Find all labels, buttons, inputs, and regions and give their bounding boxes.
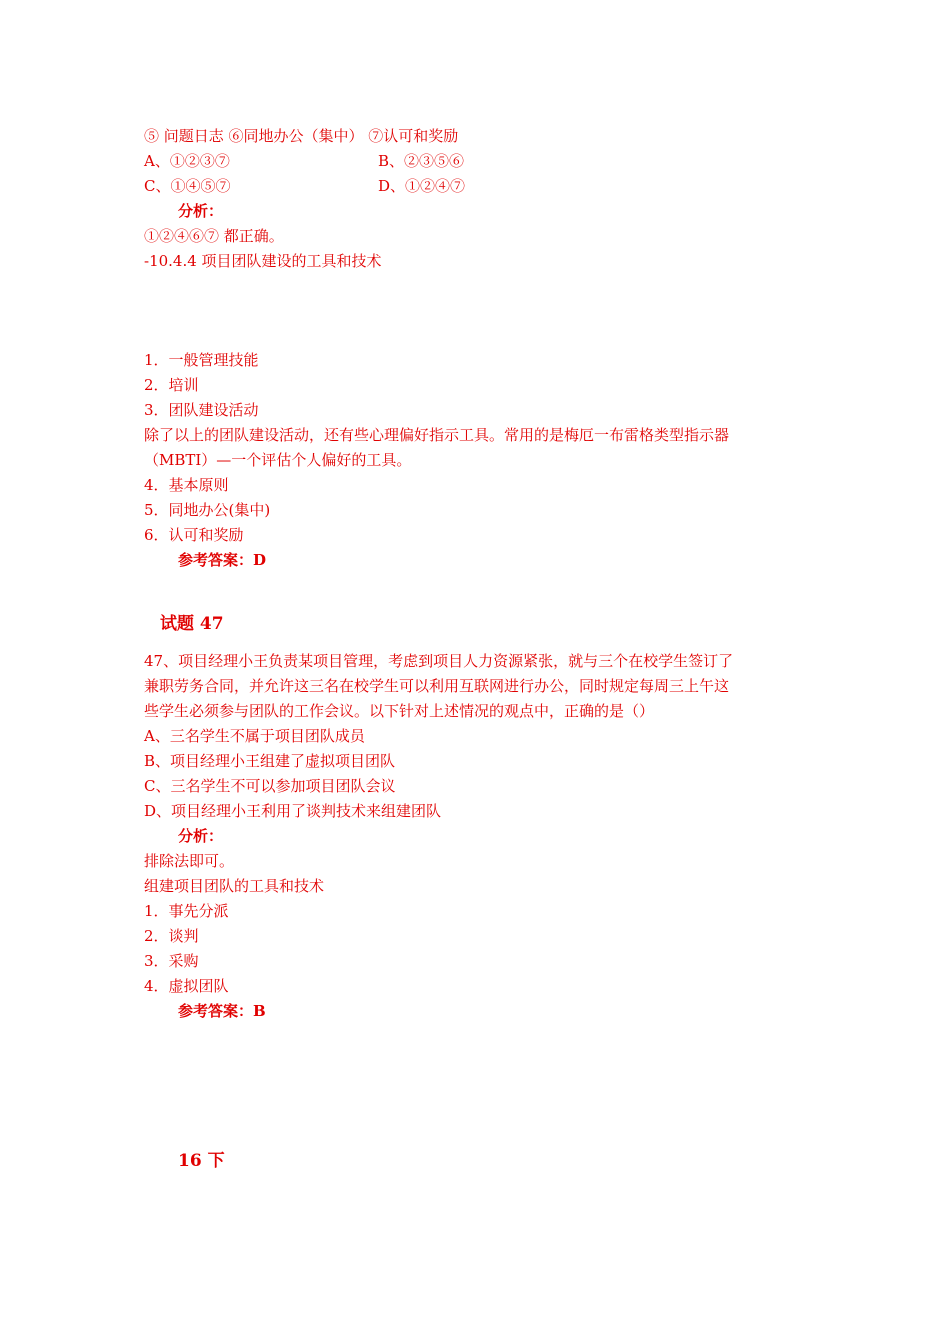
q46-list-item: 2．培训 bbox=[144, 376, 199, 394]
q47-analysis-line: 组建项目团队的工具和技术 bbox=[144, 877, 325, 895]
q46-list-item: （MBTI）—一个评估个人偏好的工具。 bbox=[144, 451, 412, 469]
q47-option-c: C、三名学生不可以参加项目团队会议 bbox=[144, 777, 396, 795]
q46-list-item: 6．认可和奖励 bbox=[144, 526, 244, 544]
q46-list-item: 1．一般管理技能 bbox=[144, 351, 259, 369]
q46-list-item: 5．同地办公(集中) bbox=[144, 501, 271, 519]
q46-option-d: D、①②④⑦ bbox=[378, 177, 466, 195]
q47-question-line: 些学生必须参与团队的工作会议。以下针对上述情况的观点中，正确的是（） bbox=[144, 702, 655, 720]
q46-section-ref: -10.4.4 项目团队建设的工具和技术 bbox=[144, 252, 382, 270]
q47-analysis-line: 2．谈判 bbox=[144, 927, 199, 945]
q46-option-c: C、①④⑤⑦ bbox=[144, 177, 231, 195]
q46-analysis-label: 分析： bbox=[178, 202, 224, 220]
q46-option-b: B、②③⑤⑥ bbox=[378, 152, 465, 170]
q47-question-line: 兼职劳务合同，并允许这三名在校学生可以利用互联网进行办公，同时规定每周三上午这 bbox=[144, 677, 730, 695]
q47-analysis-line: 排除法即可。 bbox=[144, 852, 235, 870]
q47-option-a: A、三名学生不属于项目团队成员 bbox=[144, 727, 365, 745]
q46-analysis-text: ①②④⑥⑦ 都正确。 bbox=[144, 227, 284, 245]
q47-question-line: 47、项目经理小王负责某项目管理，考虑到项目人力资源紧张，就与三个在校学生签订了 bbox=[144, 652, 734, 670]
section-heading-16-xia: 16 下 bbox=[178, 1151, 225, 1171]
q46-list-item: 3．团队建设活动 bbox=[144, 401, 259, 419]
q47-analysis-label: 分析： bbox=[178, 827, 224, 845]
q47-answer: 参考答案：B bbox=[178, 1002, 266, 1020]
q46-answer: 参考答案：D bbox=[178, 551, 267, 569]
q47-option-d: D、项目经理小王利用了谈判技术来组建团队 bbox=[144, 802, 442, 820]
q46-option-a: A、①②③⑦ bbox=[144, 152, 230, 170]
q47-analysis-line: 1．事先分派 bbox=[144, 902, 229, 920]
q47-analysis-line: 3．采购 bbox=[144, 952, 199, 970]
q46-options-line: ⑤ 问题日志 ⑥同地办公（集中） ⑦认可和奖励 bbox=[144, 127, 459, 145]
q46-list-item: 4．基本原则 bbox=[144, 476, 229, 494]
q46-list-item: 除了以上的团队建设活动，还有些心理偏好指示工具。常用的是梅厄一布雷格类型指示器 bbox=[144, 426, 730, 444]
q47-option-b: B、项目经理小王组建了虚拟项目团队 bbox=[144, 752, 396, 770]
q47-title: 试题 47 bbox=[160, 614, 224, 634]
q47-analysis-line: 4．虚拟团队 bbox=[144, 977, 229, 995]
